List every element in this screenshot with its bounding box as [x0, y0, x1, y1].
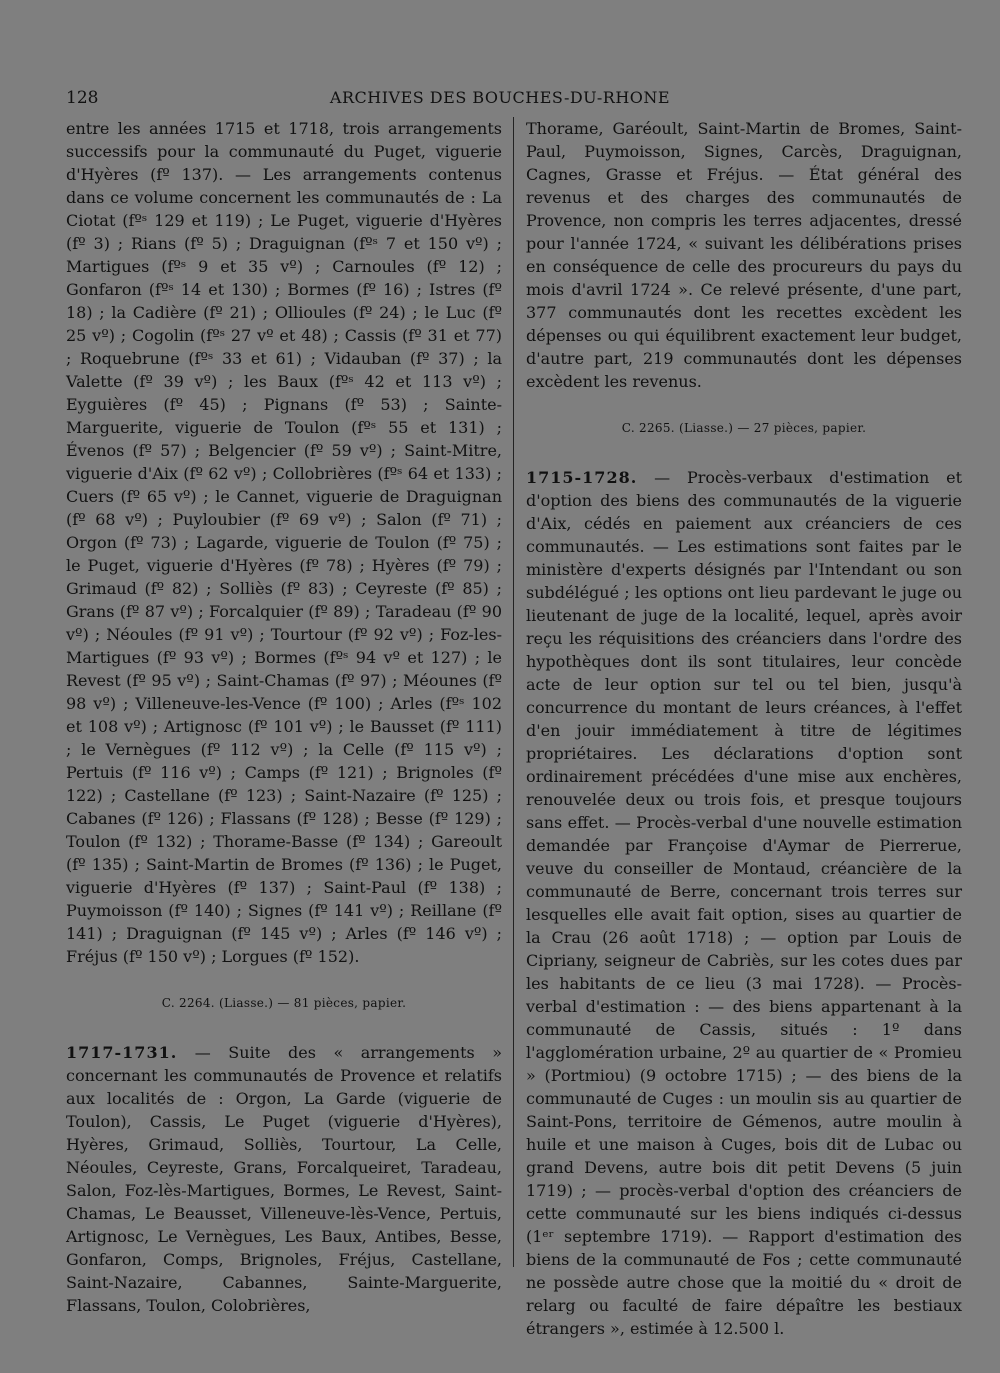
left-archive-reference: C. 2264. (Liasse.) — 81 pièces, papier.	[161, 996, 407, 1010]
left-paragraph-1: entre les années 1715 et 1718, trois arrangements successifs pour la communauté du Puget, viguerie d'Hyères (fº 137). — Les arrangements contenus dans ce volume concernent les communautés de : La Ciotat (fºˢ 129 et 119) ; Le Puget, viguerie d'Hyères (fº 3) ; Rians (fº 5) ; Draguignan (fºˢ 7 et 150 vº) ; Martigues (fºˢ 9 et 35 vº) ; Carnoules (fº 12) ; Gonfaron (fºˢ 14 et 130) ; Bormes (fº 16) ; Istres (fº 18) ; la Cadière (fº 21) ; Ollioules (fº 24) ; le Luc (fº 25 vº) ; Cogolin (fºˢ 27 vº et 48) ; Cassis (fº 31 et 77) ; Roquebrune (fºˢ 33 et 61) ; Vidauban (fº 37) ; la Valette (fº 39 vº) ; les Baux (fºˢ 42 et 113 vº) ; Eyguières (fº 45) ; Pignans (fº 53) ; Sainte-Marguerite, viguerie de Toulon (fºˢ 55 et 131) ; Évenos (fº 57) ; Belgencier (fº 59 vº) ; Saint-Mitre, viguerie d'Aix (fº 62 vº) ; Collobrières (fºˢ 64 et 133) ; Cuers (fº 65 vº) ; le Cannet, viguerie de Draguignan (fº 68 vº) ; Puyloubier (fº 69 vº) ; Salon (fº 71) ; Orgon (fº 73) ; Lagarde, viguerie de Toulon (fº 75) ; le Puget, viguerie d'Hyères (fº 78) ; Hyères (fº 79) ; Grimaud (fº 82) ; Solliès (fº 83) ; Ceyreste (fº 85) ; Grans (fº 87 vº) ; Forcalquier (fº 89) ; Taradeau (fº 90 vº) ; Néoules (fº 91 vº) ; Tourtour (fº 92 vº) ; Foz-les-Martigues (fº 93 vº) ; Bormes (fºˢ 94 vº et 127) ; le Revest (fº 95 vº) ; Saint-Chamas (fº 97) ; Méounes (fº 98 vº) ; Villeneuve-les-Vence (fº 100) ; Arles (fºˢ 102 et 108 vº) ; Artignosc (fº 101 vº) ; le Bausset (fº 111) ; le Vernègues (fº 112 vº) ; la Celle (fº 115 vº) ; Pertuis (fº 116 vº) ; Camps (fº 121) ; Brignoles (fº 122) ; Castellane (fº 123) ; Saint-Nazaire (fº 125) ; Cabanes (fº 126) ; Flassans (fº 128) ; Besse (fº 129) ; Toulon (fº 132) ; Thorame-Basse (fº 134) ; Gareoult (fº 135) ; Saint-Martin de Bromes (fº 136) ; le Puget, viguerie d'Hyères (fº 137) ; Saint-Paul (fº 138) ; Puymoisson (fº 140) ; Signes (fº 141 vº) ; Reillane (fº 141) ; Draguignan (fº 145 vº) ; Arles (fº 146 vº) ; Fréjus (fº 150 vº) ; Lorgues (fº 152).	[66, 119, 502, 966]
right-paragraph-2-text: — Procès-verbaux d'estimation et d'option des biens des communautés de la viguerie d'Aix, cédés en paiement aux créanciers de ces communautés. — Les estimations sont faites par le ministère d'experts désignés par l'Intendant ou son subdélégué ; les options ont lieu pardevant le juge ou lieutenant de juge de la localité, lequel, après avoir reçu les réquisitions des créanciers dans l'ordre des hypothèques dont ils sont titulaires, leur concède acte de leur option sur tel ou tel bien, jusqu'à concurrence du montant de leurs créances, à l'effet d'en jouir immédiatement à titre de légitimes propriétaires. Les déclarations d'option sont ordinairement précédées d'une mise aux enchères, renouvelée deux ou trois fois, et presque toujours sans effet. — Procès-verbal d'une nouvelle estimation demandée par Françoise d'Aymar de Pierrerue, veuve du conseiller de Montaud, créancière de la communauté de Berre, concernant trois terres sur lesquelles elle avait fait option, sises au quartier de la Crau (26 août 1718) ; — option par Louis de Cipriany, seigneur de Cabriès, sur les cotes dues par les habitants de ce lieu (3 mai 1728). — Procès-verbal d'estimation : — des biens appartenant à la communauté de Cassis, situés : 1º dans l'agglomération urbaine, 2º au quartier de « Promieu » (Portmiou) (9 octobre 1715) ; — des biens de la communauté de Cuges : un moulin sis au quartier de Saint-Pons, territoire de Gémenos, autre moulin à huile et une maison à Cuges, bois dit de Lubac ou grand Devens, autre bois dit petit Devens (5 juin 1719) ; — procès-verbal d'option des créanciers de cette communauté sur les biens indiqués ci-dessus (1ᵉʳ septembre 1719). — Rapport d'estimation des biens de la communauté de Fos ; cette communauté ne possède autre chose que la moitié du « droit de relarg ou faculté de faire dépaître les bestiaux étrangers », estimée à 12.500 l.	[526, 468, 962, 1338]
left-date-range: 1717-1731.	[66, 1043, 178, 1062]
right-column	[526, 117, 962, 1340]
left-paragraph-2-text: — Suite des « arrangements » concernant les communautés de Provence et relatifs aux localités de : Orgon, La Garde (viguerie de Toulon), Cassis, Le Puget (viguerie d'Hyères), Hyères, Grimaud, Solliès, Tourtour, La Celle, Néoules, Ceyreste, Grans, Forcalqueiret, Taradeau, Salon, Foz-lès-Martigues, Bormes, Le Revest, Saint-Chamas, Le Beausset, Villeneuve-lès-Vence, Pertuis, Artignosc, Le Vernègues, Les Baux, Antibes, Besse, Gonfaron, Comps, Brignoles, Fréjus, Castellane, Saint-Nazaire, Cabannes, Sainte-Marguerite, Flassans, Toulon, Colobrières,	[66, 1043, 502, 1315]
right-paragraph-1: Thorame, Garéoult, Saint-Martin de Bromes, Saint-Paul, Puymoisson, Signes, Carcès, Draguignan, Cagnes, Grasse et Fréjus. — État général des revenus et des charges des communautés de Provence, non compris les terres adjacentes, dressé pour l'année 1724, « suivant les délibérations prises en conséquence de celle des procureurs du pays du mois d'avril 1724 ». Ce relevé présente, d'une part, 377 communautés dont les recettes excèdent les dépenses ou qui équilibrent exactement leur budget, d'autre part, 219 communautés dont les dépenses excèdent les revenus.	[526, 119, 962, 391]
page-header	[0, 88, 1000, 112]
right-paragraph-2	[526, 466, 962, 1340]
page-title: ARCHIVES DES BOUCHES-DU-RHONE	[329, 88, 671, 107]
page-number: 128	[66, 88, 99, 108]
right-date-range: 1715-1728.	[526, 468, 638, 487]
left-column	[66, 117, 502, 1317]
right-archive-reference: C. 2265. (Liasse.) — 27 pièces, papier.	[621, 421, 867, 435]
left-paragraph-2	[66, 1041, 502, 1317]
column-divider	[513, 117, 514, 1267]
